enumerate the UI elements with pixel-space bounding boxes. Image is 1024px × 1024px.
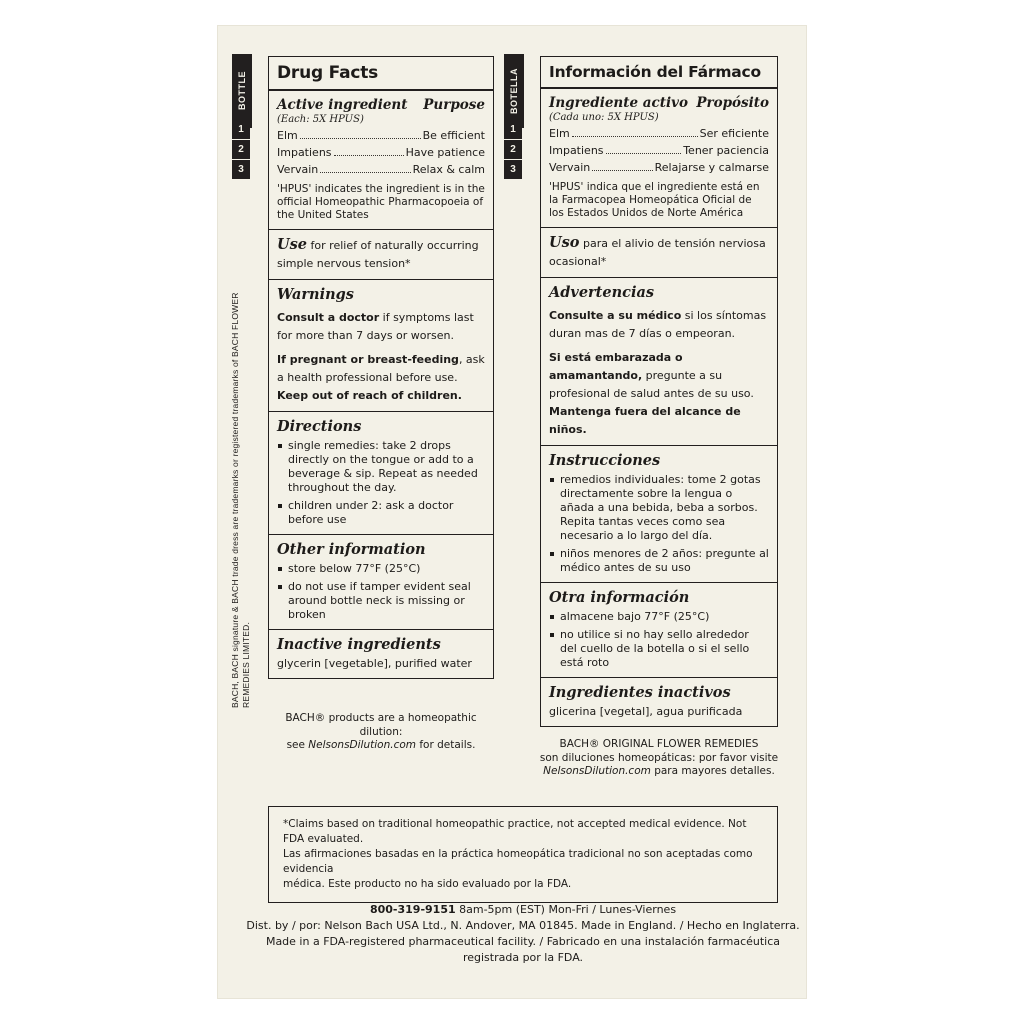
warning-bold-lead: Consult a doctor <box>277 310 380 324</box>
hpus-note-en: 'HPUS' indicates the ingredient is in the official Homeopathic Pharmacopoeia of the United States <box>277 182 485 221</box>
panel-title-en: Drug Facts <box>269 57 493 91</box>
list-item: single remedies: take 2 drops directly on the tongue or add to a beverage & sip. Repeat as needed throughout the day. <box>288 439 485 495</box>
other-information-section-es <box>541 583 777 678</box>
warnings-section-es <box>541 278 777 446</box>
active-ingredient-note-es: (Cada uno: 5X HPUS) <box>549 112 659 124</box>
ingredient-row <box>549 144 769 157</box>
bottle-tab-en: BOTTLE <box>232 54 252 128</box>
dot-leader <box>334 155 404 156</box>
other-information-heading-es: Otra información <box>549 589 690 607</box>
inactive-ingredients-section-en <box>269 630 493 678</box>
claims-box <box>268 806 778 903</box>
list-item: niños menores de 2 años: pregunte al médico antes de su uso <box>560 547 769 575</box>
dilution-note-es <box>536 738 782 779</box>
contact-footer <box>240 902 806 966</box>
warning-paragraph <box>549 348 769 438</box>
dilution-line-2-en <box>268 739 494 753</box>
ingredient-row <box>277 163 485 176</box>
facility-line: Made in a FDA-registered pharmaceutical facility. / Fabricado en una instalación farmacéutica registrada por la FDA. <box>265 935 781 964</box>
ingredient-name: Elm <box>277 128 298 142</box>
directions-section-es <box>541 446 777 583</box>
warning-paragraph <box>277 308 485 344</box>
panel-title-es: Información del Fármaco <box>541 57 777 89</box>
warning-text: si los síntomas duran mas de 7 días o empeoran. <box>549 309 767 341</box>
directions-heading-en: Directions <box>277 417 362 435</box>
drug-facts-panel-es <box>540 56 778 727</box>
warnings-heading-en: Warnings <box>277 285 354 303</box>
ingredient-purpose: Tener paciencia <box>683 144 769 158</box>
directions-section-en <box>269 412 493 535</box>
dot-leader <box>320 172 410 173</box>
other-information-list-en <box>277 562 485 622</box>
ingredient-row <box>549 161 769 174</box>
use-text-en: for relief of naturally occurring simple nervous tension* <box>277 238 479 270</box>
bottle-number-1-en: 1 <box>232 120 250 140</box>
active-ingredient-section-en <box>269 91 493 230</box>
dilution-note-en <box>268 712 494 753</box>
directions-list-en <box>277 439 485 527</box>
warning-text: pregunte a su profesional de salud antes de su uso. <box>549 369 754 401</box>
use-section-en <box>269 230 493 280</box>
purpose-label-en: Purpose <box>423 96 485 113</box>
bottle-number-3-en: 3 <box>238 164 244 175</box>
other-information-heading-en: Other information <box>277 540 426 558</box>
ingredient-purpose: Have patience <box>405 145 485 159</box>
dilution-url-es[interactable]: NelsonsDilution.com <box>543 765 651 777</box>
purpose-label-es: Propósito <box>696 95 769 112</box>
phone-number[interactable]: 800-319-9151 <box>369 903 456 916</box>
active-ingredient-label-en: Active ingredient <box>277 96 408 113</box>
use-heading-en: Use <box>277 235 308 253</box>
warning-bold-lead: Consulte a su médico <box>549 309 682 323</box>
claims-text-es-line2: médica. Este producto no ha sido evaluado por la FDA. <box>283 878 572 890</box>
use-text-es: para el alivio de tensión nerviosa ocasional* <box>549 237 766 269</box>
inactive-ingredients-heading-es: Ingredientes inactivos <box>549 684 731 702</box>
warning-text: if symptoms last for more than 7 days or worsen. <box>277 310 474 342</box>
ingredient-purpose: Ser eficiente <box>699 127 769 141</box>
ingredient-purpose: Be efficient <box>422 128 485 142</box>
use-heading-es: Uso <box>549 234 580 252</box>
bottle-number-1-es: 1 <box>504 120 522 140</box>
ingredient-name: Vervain <box>549 161 591 175</box>
list-item: remedios individuales: tome 2 gotas directamente sobre la lengua o añada a una bebida, beba a sorbos. Repita tantas veces como sea necesario a lo largo del día. <box>560 473 769 543</box>
warnings-heading-es: Advertencias <box>549 284 655 302</box>
inactive-ingredients-text-es: glicerina [vegetal], agua purificada <box>549 705 743 719</box>
phone-hours: 8am-5pm (EST) Mon-Fri / Lunes-Viernes <box>455 903 677 916</box>
claims-text-es-line1: Las afirmaciones basadas en la práctica homeopática tradicional no son aceptadas como evidencia <box>283 848 753 875</box>
bottle-number-3-es: 3 <box>510 164 516 175</box>
list-item: do not use if tamper evident seal around bottle neck is missing or broken <box>288 580 485 622</box>
dot-leader <box>606 153 682 154</box>
claims-text-en: *Claims based on traditional homeopathic practice, not accepted medical evidence. Not FDA evaluated. <box>283 818 747 845</box>
other-information-list-es <box>549 610 769 670</box>
use-section-es <box>541 228 777 278</box>
warning-bold-tail: Mantenga fuera del alcance de niños. <box>549 405 741 437</box>
distributor-line: Dist. by / por: Nelson Bach USA Ltd., N. Andover, MA 01845. Made in England. / Hecho en Inglaterra. <box>246 919 800 932</box>
active-ingredient-label-es: Ingrediente activo <box>549 95 688 112</box>
ingredient-row <box>277 129 485 142</box>
dilution-line-1-en: BACH® products are a homeopathic dilution: <box>285 712 477 738</box>
dot-leader <box>572 136 698 137</box>
active-ingredient-section-es <box>541 89 777 228</box>
bottle-number-list-en <box>232 120 250 179</box>
directions-list-es <box>549 473 769 575</box>
bottle-tab-es: BOTELLA <box>504 54 524 128</box>
warning-paragraph <box>277 350 485 404</box>
trademark-notice: BACH, BACH signature & BACH trade dress are trademarks or registered trademarks of BACH FLOWER REMEDIES LIMITED. <box>230 292 251 708</box>
ingredient-purpose: Relajarse y calmarse <box>654 161 769 175</box>
warning-bold-lead: If pregnant or breast-feeding <box>277 352 459 366</box>
list-item: almacene bajo 77°F (25°C) <box>560 610 769 624</box>
dilution-line-3-es <box>536 765 782 779</box>
warning-paragraph <box>549 306 769 342</box>
drug-facts-panel-en <box>268 56 494 679</box>
ingredient-purpose: Relax & calm <box>412 162 485 176</box>
bottle-number-list-es <box>504 120 522 179</box>
dilution-url-en[interactable]: NelsonsDilution.com <box>308 739 416 751</box>
bottle-number-2-es: 2 <box>504 140 522 160</box>
dot-leader <box>592 170 652 171</box>
inactive-ingredients-text-en: glycerin [vegetable], purified water <box>277 656 472 670</box>
dilution-suffix-es: para mayores detalles. <box>650 765 775 777</box>
ingredient-row <box>277 146 485 159</box>
ingredient-name: Vervain <box>277 162 319 176</box>
ingredient-name: Elm <box>549 127 570 141</box>
list-item: no utilice si no hay sello alrededor del cuello de la botella o si el sello está roto <box>560 628 769 670</box>
warning-text: , ask a health professional before use. <box>277 352 485 384</box>
dilution-line-1-es: BACH® ORIGINAL FLOWER REMEDIES <box>559 738 759 750</box>
dot-leader <box>300 138 421 139</box>
dilution-prefix-en: see <box>286 739 309 751</box>
warning-bold-lead: Si está embarazada o amamantando, <box>549 351 683 383</box>
list-item: children under 2: ask a doctor before use <box>288 499 485 527</box>
warnings-section-en <box>269 280 493 412</box>
contact-line <box>240 902 806 918</box>
warning-bold-tail: Keep out of reach of children. <box>277 388 462 402</box>
hpus-note-es: 'HPUS' indica que el ingrediente está en la Farmacopea Homeopática Oficial de los Estados Unidos de Norte América <box>549 181 760 220</box>
dilution-suffix-en: for details. <box>416 739 476 751</box>
ingredient-name: Impatiens <box>277 145 332 159</box>
list-item: store below 77°F (25°C) <box>288 562 485 576</box>
bottle-number-2-en: 2 <box>232 140 250 160</box>
ingredient-row <box>549 127 769 140</box>
active-ingredient-note-en: (Each: 5X HPUS) <box>277 113 364 125</box>
directions-heading-es: Instrucciones <box>549 452 661 470</box>
ingredient-name: Impatiens <box>549 144 604 158</box>
other-information-section-en <box>269 535 493 630</box>
inactive-ingredients-heading-en: Inactive ingredients <box>277 635 441 653</box>
dilution-line-2-es: son diluciones homeopáticas: por favor visite <box>539 751 779 764</box>
inactive-ingredients-section-es <box>541 678 777 726</box>
